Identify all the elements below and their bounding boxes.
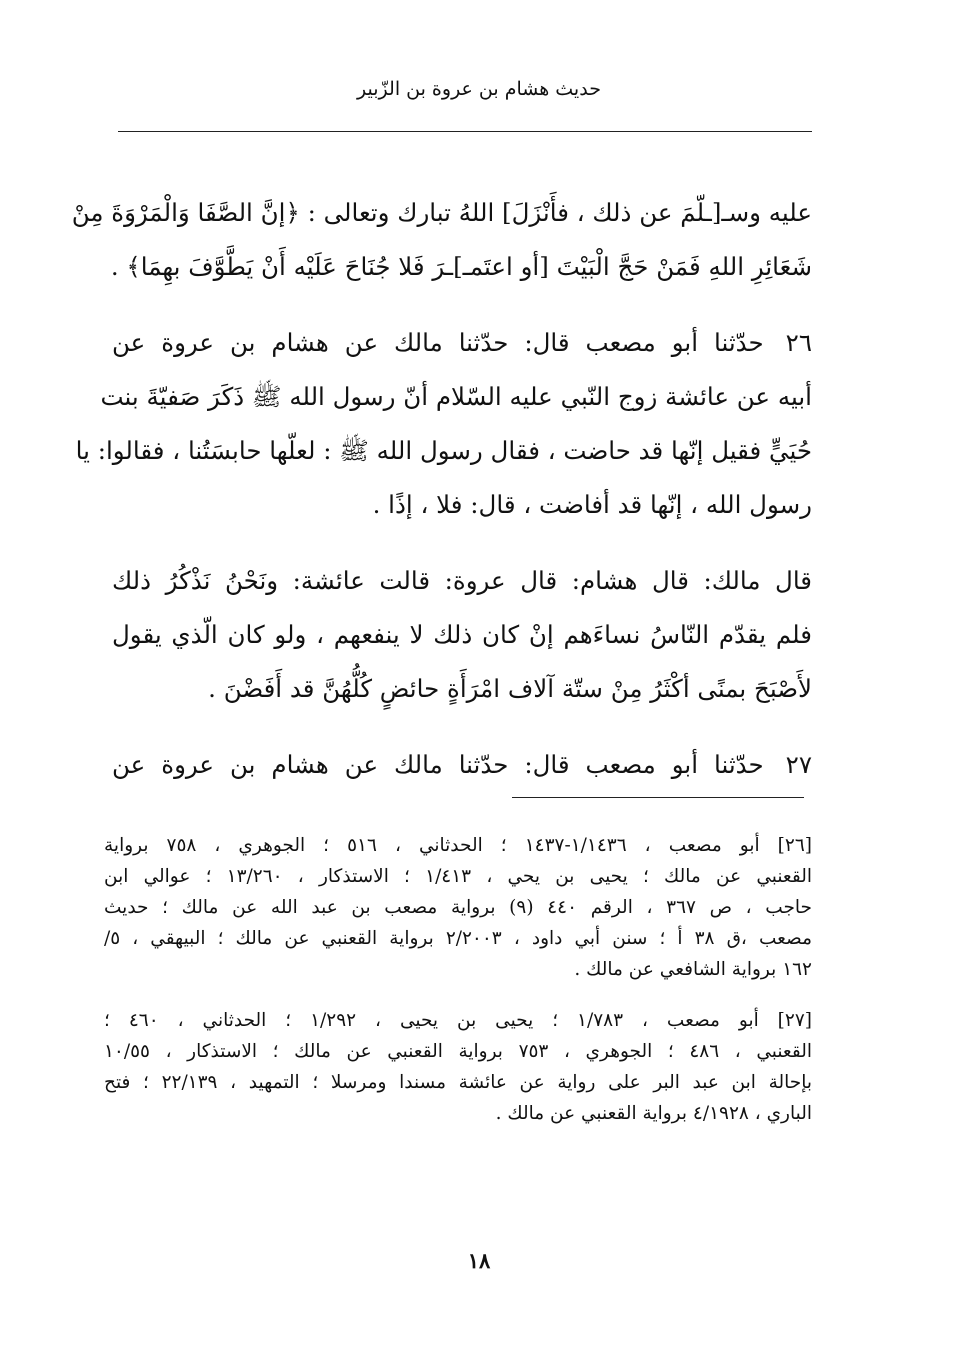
footnotes	[104, 830, 812, 1149]
malik-commentary	[112, 554, 812, 716]
main-text	[71, 186, 812, 814]
text-line: أبيه عن عائشة زوج النّبي عليه السّلام أنّ رسول الله ﷺ ذَكَرَ صَفيّةَ بنت	[100, 382, 812, 411]
text-line-content: حدّثنا أبو مصعب قال: حدّثنا مالك عن هشام بن عروة عن	[112, 750, 764, 779]
paragraph-continuation	[71, 186, 812, 294]
text-line	[112, 316, 812, 370]
footnote-line: حاجب ، ص ٣٦٧ ، الرقم ٤٤٠ (٩) برواية مصعب بن عبد الله عن مالك ؛ حديث	[104, 897, 812, 918]
footnote-line: ١٦٢ برواية الشافعي عن مالك .	[574, 959, 812, 980]
hadith-27	[112, 738, 812, 792]
page-number: ١٨	[467, 1248, 491, 1273]
footnote-divider	[512, 797, 804, 798]
footnote-27	[104, 1005, 812, 1129]
text-line	[112, 738, 812, 792]
footnote-line: [٢٦] أبو مصعب ، ١/١٤٣٦-١٤٣٧ ؛ الحدثاني ، ٥١٦ ؛ الجوهري ، ٧٥٨ برواية	[104, 835, 812, 856]
hadith-number: ٢٦	[785, 328, 812, 357]
text-line: لأَصْبَحَ بمنًى أكْثَرُ مِنْ ستّة آلاف امْرَأَةٍ حائضٍ كُلُّهُنَّ قد أَفَضْنَ .	[208, 674, 812, 703]
text-line: شَعَائِرِ اللهِ فَمَنْ حَجَّ الْبَيْتَ [أو اعتَمـ]ـرَ فَلا جُنَاحَ عَلَيْه أَنْ يَطَّوَّفَ بهِمَا﴾ .	[110, 252, 812, 281]
hadith-26	[75, 316, 812, 532]
text-line: حُيَيٍّ فقيل إنّها قد حاضت ، فقال رسول الله ﷺ : لعلّها حابسَتُنا ، فقالوا: يا	[75, 436, 812, 465]
footnote-line: بإحالة ابن عبد البر على رواية عن عائشة مسندا ومرسلا ؛ التمهيد ، ٢٢/١٣٩ ؛ فتح	[104, 1072, 812, 1093]
footnote-26	[104, 830, 812, 985]
footnote-line: [٢٧] أبو مصعب ، ١/٧٨٣ ؛ يحيى بن يحيى ، ١/٢٩٢ ؛ الحدثاني ، ٤٦٠ ؛	[104, 1010, 812, 1031]
footnote-line: مصعب ،ق ٣٨ أ ؛ سنن أبي داود ، ٢/٢٠٠٣ برواية القعنبي عن مالك ؛ البيهقي ، ٥/	[104, 928, 812, 949]
text-line: فلم يقدّم النّاسُ نساءَهم إنْ كان ذلك لا ينفعهم ، ولو كان الّذي يقول	[112, 620, 812, 649]
text-line: عليه وسـ[ـلّمَ عن ذلك ، فأَنْزَلَ] اللهُ تبارك وتعالى : ﴿إنَّ الصَّفَا وَالْمَرْوَةَ مِنْ	[71, 198, 812, 227]
footnote-line: القعنبي عن مالك ؛ يحيى بن يحي ، ١/٤١٣ ؛ الاستذكار ، ١٣/٢٦٠ ؛ عوالي ابن	[104, 866, 812, 887]
text-line-content: حدّثنا أبو مصعب قال: حدّثنا مالك عن هشام بن عروة عن	[112, 328, 764, 357]
text-line: قال مالك: قال هشام: قال عروة: قالت عائشة: ونَحْنُ نَذْكُرُ ذلك	[112, 566, 812, 595]
text-line: رسول الله ، إنّها قد أفاضت ، قال: فلا ، إذًا .	[372, 490, 812, 519]
footnote-line: الباري ، ٤/١٩٢٨ برواية القعنبي عن مالك .	[495, 1103, 812, 1124]
footnote-line: القعنبي ، ٤٨٦ ؛ الجوهري ، ٧٥٣ برواية القعنبي عن مالك ؛ الاستذكار ، ١٠/٥٥	[104, 1041, 812, 1062]
running-head-title: حديث هشام بن عروة بن الزّبير	[357, 78, 601, 100]
header-divider	[118, 131, 812, 132]
hadith-number: ٢٧	[785, 750, 812, 779]
